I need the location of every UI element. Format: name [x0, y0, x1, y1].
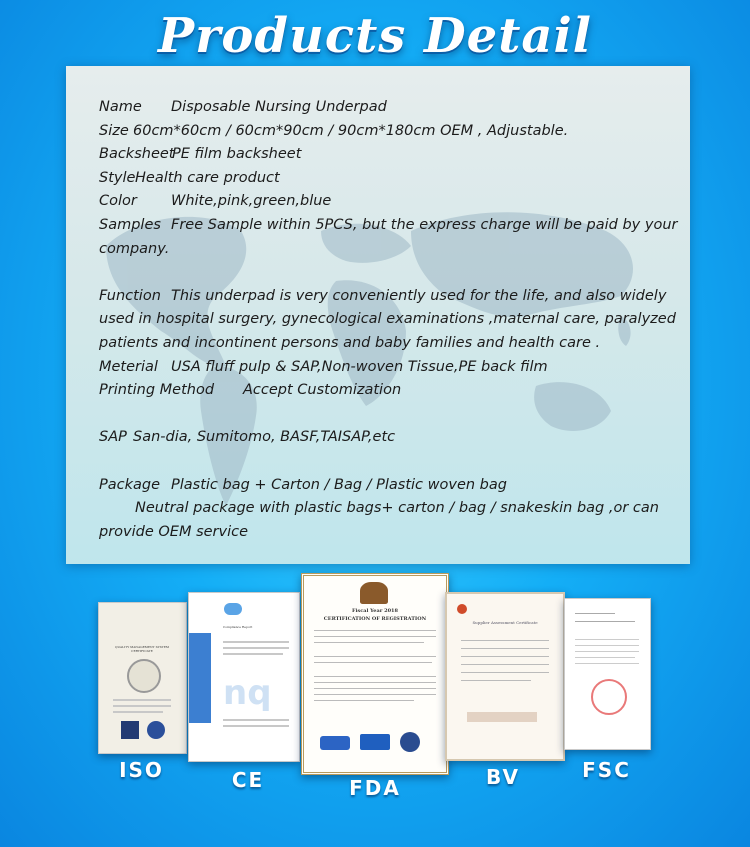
iso-label: ISO: [119, 758, 164, 782]
red-stamp-icon: [591, 679, 627, 715]
fsc-certificate-image: [564, 598, 651, 750]
spec-row-size: [99, 120, 684, 144]
spec-list: [99, 96, 684, 544]
spec-label: Name: [99, 99, 142, 115]
certificate-doc-title: Compliance Report: [223, 625, 253, 629]
spec-value: White,pink,green,blue: [171, 193, 332, 210]
spec-value: Free Sample within 5PCS, but the express charge will be paid by your company.: [99, 216, 678, 257]
certificate-fiscal-year: Fiscal Year 2018: [351, 608, 399, 614]
bv-certificate-image: [445, 592, 565, 761]
spec-label: Color: [99, 193, 137, 210]
ce-certificate-image: [188, 592, 300, 762]
spec-value: Health care product: [135, 169, 280, 186]
spec-value: Disposable Nursing Underpad: [171, 99, 387, 115]
spec-value: This underpad is very conveniently used for the life, and also widely used in hospital surgery, gynecological examinations ,maternal care, paralyzed patients and incontinent persons and baby families and health care .: [99, 287, 676, 351]
spec-value: 60cm*60cm / 60cm*90cm / 90cm*180cm OEM , Adjustable.: [133, 122, 569, 139]
spec-label: Meterial: [99, 358, 158, 375]
seal-icon: [400, 732, 420, 752]
spec-label: Backsheet: [99, 146, 175, 163]
eagle-emblem-icon: [360, 582, 388, 604]
spec-label: Function: [99, 287, 161, 304]
seal-icon: [127, 659, 161, 693]
spec-row-name: [99, 96, 684, 120]
spec-row-style: [99, 167, 684, 191]
fsc-label: FSC: [582, 758, 631, 782]
iso-certificate-image: [98, 602, 187, 754]
blue-bar-decoration: [189, 633, 211, 723]
spec-row-package: [99, 474, 684, 498]
spec-value: San-dia, Sumitomo, BASF,TAISAP,etc: [133, 429, 396, 446]
supplier-logo-icon: [457, 604, 467, 614]
spec-label: SAP: [99, 429, 127, 446]
certificate-doc-title: CERTIFICATION OF REGISTRATION: [323, 616, 427, 622]
fda-label: FDA: [349, 776, 401, 800]
spec-row-sap: [99, 426, 684, 450]
spec-value: PE film backsheet: [172, 146, 302, 163]
spec-row-meterial: [99, 356, 684, 380]
spec-row-samples: [99, 214, 684, 261]
product-details-panel: [66, 66, 690, 564]
spec-row-backsheet: [99, 143, 684, 167]
iaf-logo-icon: [147, 721, 165, 739]
bv-label: BV: [486, 765, 520, 789]
fda-certificate-image: [301, 573, 449, 775]
spec-row-function: [99, 285, 684, 356]
page-title: Products Detail: [158, 8, 592, 64]
spec-value: USA fluff pulp & SAP,Non-woven Tissue,PE back film: [171, 358, 548, 375]
spec-value: Neutral package with plastic bags+ carton / bag / snakeskin bag ,or can provide OEM service: [99, 500, 659, 540]
certificate-doc-title: Supplier Assessment Certificate: [472, 620, 538, 625]
fda-logo-icon: [360, 734, 390, 750]
accreditation-logo-icon: [121, 721, 139, 739]
seal-stamp-icon: [467, 712, 537, 722]
spec-row-package-extra: [99, 497, 684, 544]
spec-label: Size: [99, 122, 129, 139]
spec-label: Samples: [99, 216, 161, 233]
nqa-logo-icon: [224, 603, 242, 615]
spec-value: Plastic bag + Carton / Bag / Plastic woven bag: [171, 476, 507, 493]
nq-watermark-icon: nq: [223, 673, 272, 713]
certificate-doc-title: QUALITY MANAGEMENT SYSTEM CERTIFICATE: [115, 645, 169, 653]
certificates-strip: [0, 570, 750, 830]
spec-row-color: [99, 190, 684, 214]
spec-value: Accept Customization: [243, 382, 402, 399]
spec-row-printing: [99, 379, 684, 403]
spec-label: Printing Method: [99, 382, 215, 399]
ce-label: CE: [231, 768, 265, 792]
spec-label: Package: [99, 476, 161, 493]
spec-label: Style: [99, 169, 136, 186]
ctb-logo-icon: [320, 736, 350, 750]
